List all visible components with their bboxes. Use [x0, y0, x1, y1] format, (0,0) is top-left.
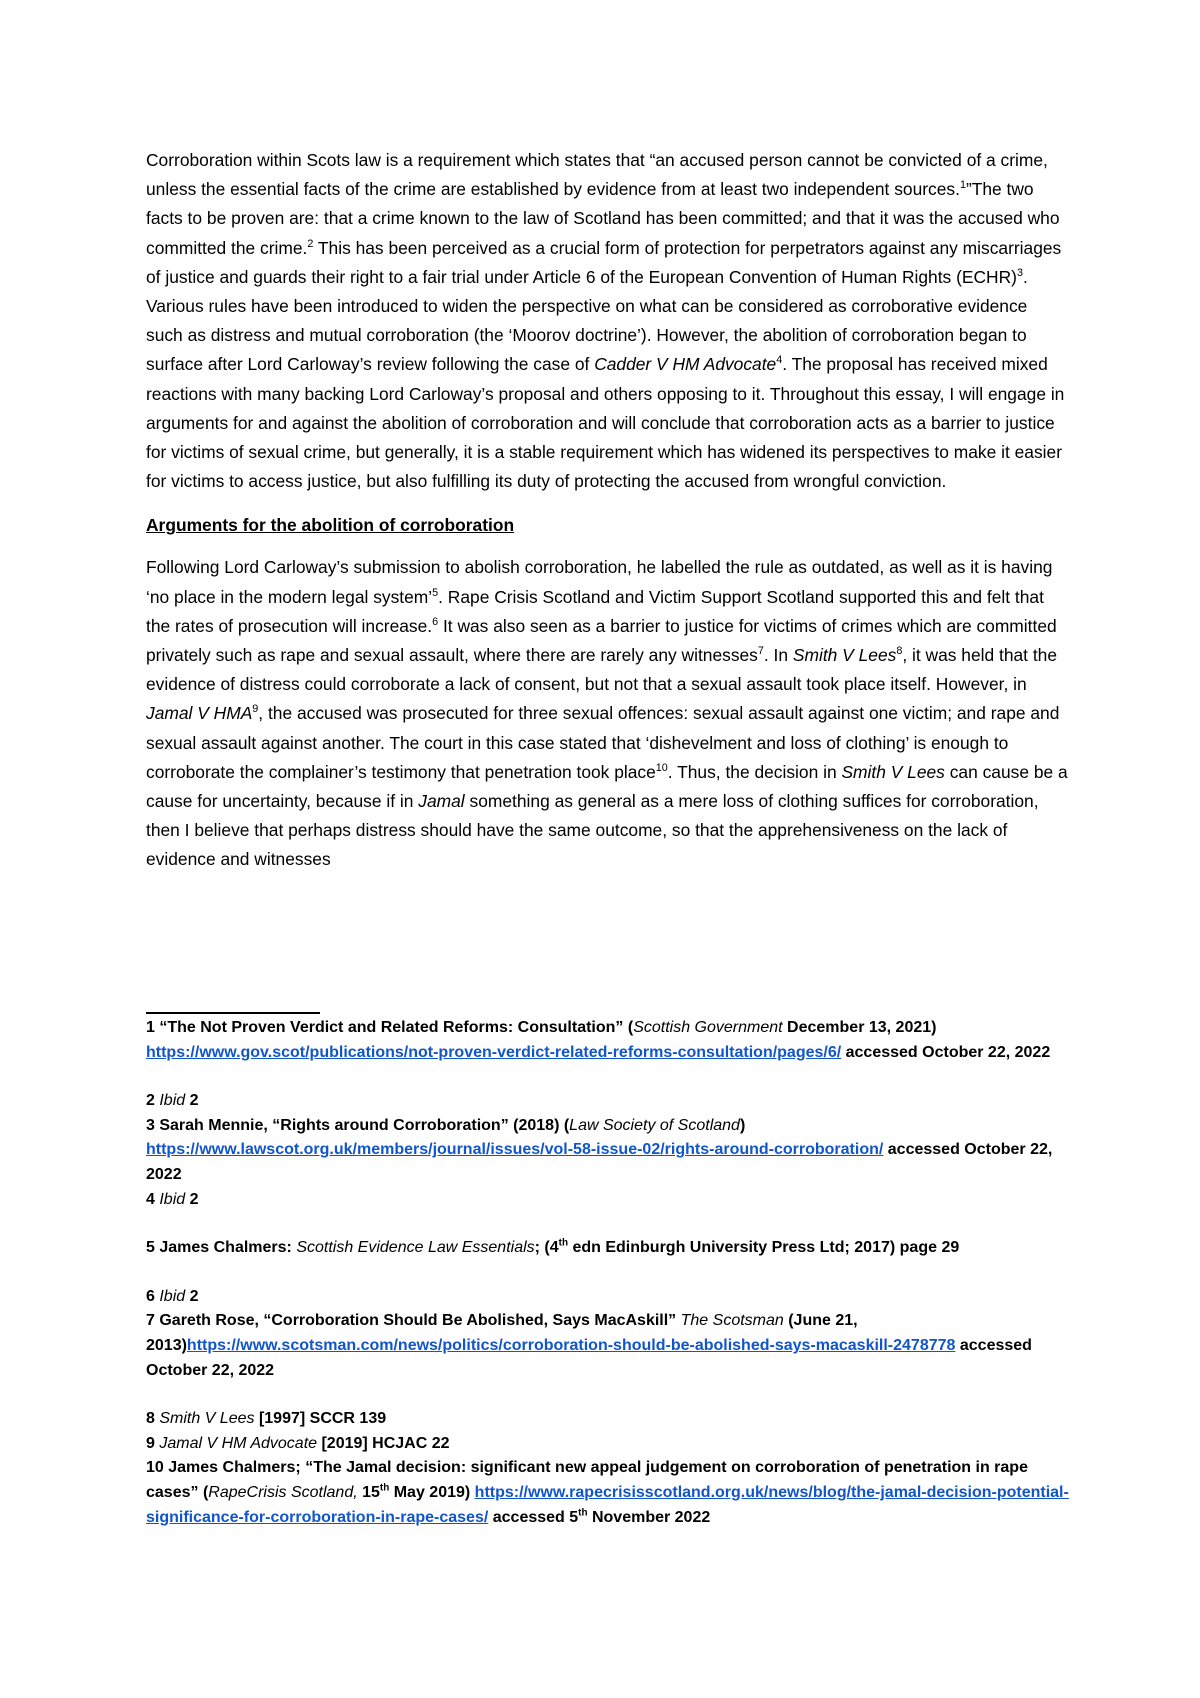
footnote-link[interactable]: https://www.rapecrisisscotland.org.uk/news/blog/the-jamal-decision-potential-significance-for-corroboration-in-rape-cases/	[146, 1483, 1069, 1526]
footnote-ref[interactable]: 2	[307, 237, 314, 250]
text-run: ”The two facts to be proven are: that a crime known to the law of Scotland has been committed; and that it was the accused who committed the crime.	[146, 179, 1060, 258]
text-run: Following Lord Carloway’s submission to abolish corroboration, he labelled the rule as outdated, as well as it is having ‘no place in the modern legal system’	[146, 557, 1053, 607]
footnote-link[interactable]: https://www.gov.scot/publications/not-proven-verdict-related-reforms-consultation/pages/6/	[146, 1043, 842, 1061]
footnote-3: 3 Sarah Mennie, “Rights around Corroboration” (2018) (Law Society of Scotland) https://www.lawscot.org.uk/members/journal/issues/vol-58-issue-02/rights-around-corroboration/ accessed October 22, 2022	[146, 1116, 1053, 1183]
footnote-ref[interactable]: 8	[896, 645, 903, 658]
footnote-9: 9 Jamal V HM Advocate [2019] HCJAC 22	[146, 1434, 450, 1452]
footnote-ref[interactable]: 7	[757, 645, 764, 658]
text-run: can cause be a cause for uncertainty, because if in	[146, 761, 1068, 812]
footnote-ref[interactable]: 1	[959, 179, 966, 192]
footnotes	[146, 1016, 1076, 1530]
case-name: Jamal	[418, 791, 465, 812]
footnote-ref[interactable]: 6	[432, 616, 439, 629]
section-heading: Arguments for the abolition of corroboration	[146, 515, 515, 536]
paragraph-introduction	[146, 146, 1068, 496]
body-text	[146, 146, 1068, 875]
case-name: Jamal V HMA	[146, 703, 253, 724]
footnote-10: 10 James Chalmers; “The Jamal decision: significant new appeal judgement on corroboration of penetration in rape cases” (RapeCrisis Scotland, 15th May 2019) https://www.rapecrisisscotland.org.uk/news/blog/the-jamal-decision-potential-significance-for-corroboration-in-rape-cases/ accessed 5th November 2022	[146, 1459, 1069, 1526]
footnote-ref[interactable]: 3	[1016, 267, 1023, 280]
footnote-4: 4 Ibid 2	[146, 1190, 199, 1208]
text-run: . In	[763, 645, 793, 666]
text-run: This has been perceived as a crucial form of protection for perpetrators against any miscarriages of justice and guards their right to a fair trial under Article 6 of the European Convention of Human Rights (ECHR)	[146, 237, 1062, 287]
footnote-ref[interactable]: 5	[432, 586, 439, 599]
footnote-7: 7 Gareth Rose, “Corroboration Should Be Abolished, Says MacAskill” The Scotsman (June 21, 2013)https://www.scotsman.com/news/politics/corroboration-should-be-abolished-says-macaskill-2478778 accessed October 22, 2022	[146, 1312, 1032, 1379]
text-run: Corroboration within Scots law is a requirement which states that “an accused person cannot be convicted of a crime, unless the essential facts of the crime are established by evidence from at least two independent sources.	[146, 150, 1048, 200]
text-run: something as general as a mere loss of clothing suffices for corroboration, then I believe that perhaps distress should have the same outcome, so that the apprehensiveness on the lack of evidence and witnesses	[146, 791, 1039, 870]
paragraph-arguments	[146, 553, 1068, 874]
text-run: It was also seen as a barrier to justice for victims of crimes which are committed privately such as rape and sexual assault, where there are rarely any witnesses	[146, 615, 1057, 666]
footnote-1: 1 “The Not Proven Verdict and Related Reforms: Consultation” (Scottish Government December 13, 2021) https://www.gov.scot/publications/not-proven-verdict-related-reforms-consultation/pages/6/ accessed October 22, 2022	[146, 1019, 1051, 1061]
footnote-6: 6 Ibid 2	[146, 1287, 199, 1305]
footnote-8: 8 Smith V Lees [1997] SCCR 139	[146, 1410, 387, 1428]
case-name: Cadder V HM Advocate	[594, 354, 777, 375]
footnote-ref[interactable]: 10	[655, 762, 668, 775]
text-run: . The proposal has received mixed reactions with many backing Lord Carloway’s proposal and others opposing to it. Throughout this essay, I will engage in arguments for and against the abolition of corroboration and will conclude that corroboration acts as a barrier to justice for victims of sexual crime, but generally, it is a stable requirement which has widened its perspectives to make it easier for victims to access justice, but also fulfilling its duty of protecting the accused from wrongful conviction.	[146, 354, 1065, 492]
text-run: . Thus, the decision in	[667, 761, 842, 782]
footnote-2: 2 Ibid 2	[146, 1092, 199, 1110]
footnote-ref[interactable]: 9	[252, 703, 259, 716]
footnote-separator	[146, 1012, 320, 1014]
case-name: Smith V Lees	[792, 645, 897, 666]
footnote-link[interactable]: https://www.scotsman.com/news/politics/corroboration-should-be-abolished-says-macaskill-2478778	[186, 1336, 956, 1354]
footnote-ref[interactable]: 4	[776, 354, 783, 367]
case-name: Smith V Lees	[841, 761, 945, 782]
footnote-5: 5 James Chalmers: Scottish Evidence Law Essentials; (4th edn Edinburgh University Press Ltd; 2017) page 29	[146, 1237, 960, 1257]
text-run: , it was held that the evidence of distress could corroborate a lack of consent, but not that a sexual assault took place itself. However, in	[146, 645, 1058, 695]
text-run: , the accused was prosecuted for three sexual offences: sexual assault against one victim; and rape and sexual assault against another. The court in this case stated that ‘dishevelment and loss of clothing’ is enough to corroborate the complainer’s testimony that penetration took place	[146, 703, 1060, 782]
footnote-link[interactable]: https://www.lawscot.org.uk/members/journal/issues/vol-58-issue-02/rights-around-corroboration/	[146, 1141, 884, 1159]
text-run: . Rape Crisis Scotland and Victim Support Scotland supported this and felt that the rates of prosecution will increase.	[146, 586, 1044, 636]
text-run: . Various rules have been introduced to widen the perspective on what can be considered as corroborative evidence such as distress and mutual corroboration (the ‘Moorov doctrine’). However, the abolition of corroboration began to surface after Lord Carloway’s review following the case of	[146, 266, 1028, 375]
